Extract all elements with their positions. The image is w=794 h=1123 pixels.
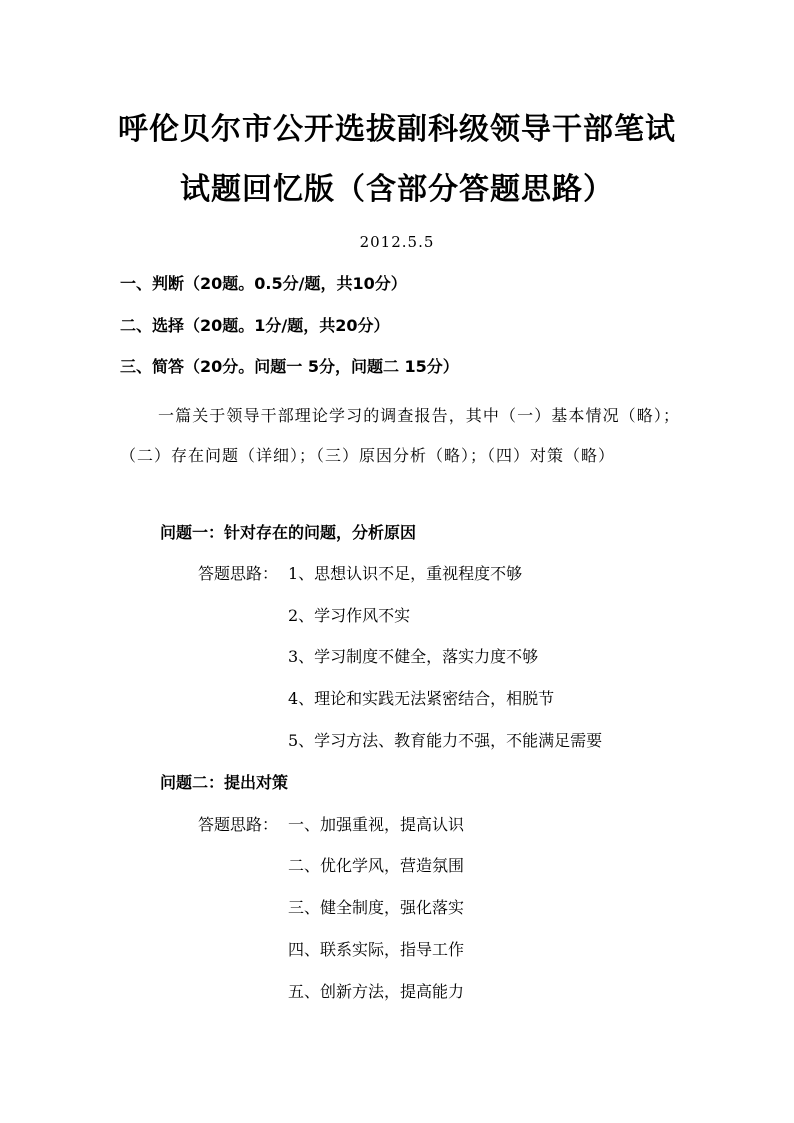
question1-answer-item: 4、理论和实践无法紧密结合，相脱节 bbox=[288, 689, 555, 708]
question1-answer-item: 2、学习作风不实 bbox=[288, 606, 411, 625]
question1-answer-label: 答题思路： bbox=[198, 564, 279, 583]
question2-heading: 问题二：提出对策 bbox=[160, 773, 289, 792]
question1-answer-item: 3、学习制度不健全，落实力度不够 bbox=[288, 647, 539, 666]
question2-answer-item: 二、优化学风，营造氛围 bbox=[288, 856, 465, 875]
question2-answer-item: 一、加强重视，提高认识 bbox=[288, 815, 465, 834]
section-heading-choice: 二、选择（20题。1分/题，共20分） bbox=[120, 316, 390, 335]
question2-answer-item: 五、创新方法，提高能力 bbox=[288, 982, 465, 1001]
question2-answer-item: 三、健全制度，强化落实 bbox=[288, 898, 465, 917]
section-heading-judgment: 一、判断（20题。0.5分/题，共10分） bbox=[120, 274, 407, 293]
question1-answer-item: 1、思想认识不足，重视程度不够 bbox=[288, 564, 523, 583]
question1-heading: 问题一：针对存在的问题，分析原因 bbox=[160, 523, 417, 542]
document-title-line1: 呼伦贝尔市公开选拔副科级领导干部笔试 bbox=[118, 112, 676, 147]
document-title-line2: 试题回忆版（含部分答题思路） bbox=[180, 172, 614, 207]
question2-answer-label: 答题思路： bbox=[198, 815, 279, 834]
section-heading-short-answer: 三、简答（20分。问题一 5分，问题二 15分） bbox=[120, 357, 459, 376]
question2-answer-item: 四、联系实际，指导工作 bbox=[288, 940, 465, 959]
question1-answer-item: 5、学习方法、教育能力不强，不能满足需要 bbox=[288, 731, 603, 750]
document-date: 2012.5.5 bbox=[359, 233, 435, 251]
intro-paragraph: 一篇关于领导干部理论学习的调查报告，其中（一）基本情况（略）；（二）存在问题（详细）；（三）原因分析（略）；（四）对策（略） bbox=[120, 406, 680, 465]
